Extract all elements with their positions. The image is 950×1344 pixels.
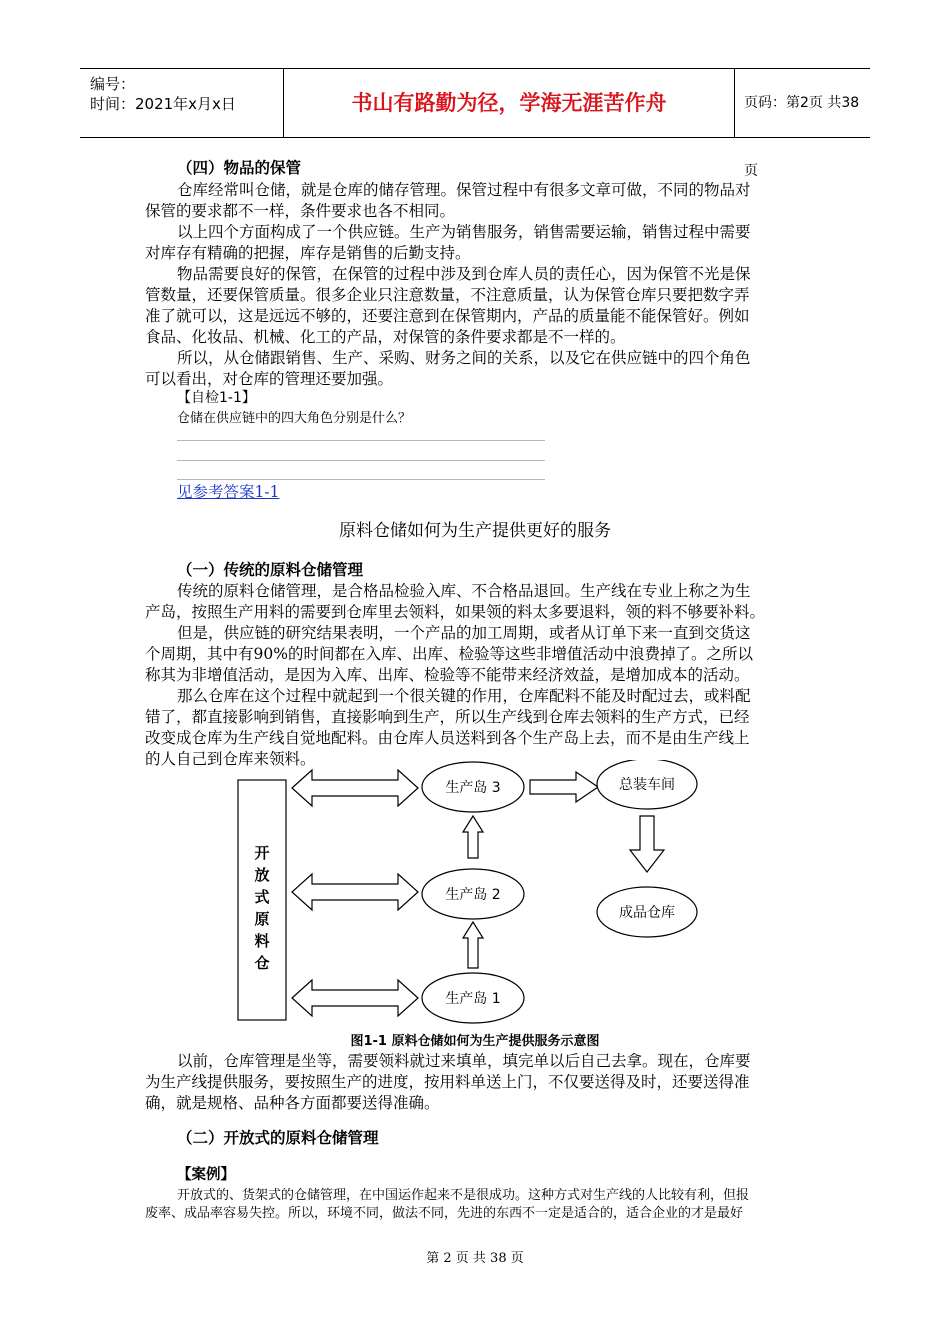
paragraph-line: 但是，供应链的研究结果表明，一个产品的加工周期，或者从订单下来一直到交货这 [177, 624, 751, 642]
selfcheck-question: 仓储在供应链中的四大角色分别是什么？ [177, 411, 412, 426]
svg-text:式: 式 [254, 888, 270, 906]
paragraph-line: 的人自己到仓库来领料。 [145, 750, 316, 768]
right-arrow [530, 772, 598, 802]
paragraph-line: 以上四个方面构成了一个供应链。生产为销售服务，销售需要运输，销售过程中需要 [177, 223, 751, 241]
paragraph-line: 可以看出，对仓库的管理还要加强。 [145, 370, 394, 388]
header-motto: 书山有路勤为径，学海无涯苦作舟 [284, 69, 735, 137]
paragraph-line: 确，就是规格、品种各方面都要送得准确。 [145, 1094, 440, 1112]
page-title: 原料仓储如何为生产提供更好的服务 [339, 521, 611, 541]
paragraph-line: 为生产线提供服务，要按照生产的进度，按用料单送上门，不仅要送得及时，还要送得准 [145, 1073, 750, 1091]
assembly-workshop-label: 总装车间 [619, 777, 675, 793]
header-time: 时间：2021年x月x日 [90, 95, 236, 113]
paragraph-line: 传统的原料仓储管理，是合格品检验入库、不合格品退回。生产线在专业上称之为生 [177, 582, 751, 600]
paragraph-line: 改变成仓库为生产线自觉地配料。由仓库人员送料到各个生产岛上去，而不是由生产线上 [145, 729, 750, 747]
paragraph-line: 食品、化妆品、机械、化工的产品，对保管的条件要求都是不一样的。 [145, 328, 626, 346]
case-title: 【案例】 [177, 1167, 235, 1183]
answer-line [177, 479, 545, 480]
svg-text:料: 料 [254, 932, 270, 950]
paragraph-line: 保管的要求都不一样，条件要求也各不相同。 [145, 202, 456, 220]
down-arrow [630, 816, 664, 872]
up-arrow [463, 922, 483, 968]
section-heading-open: （二）开放式的原料仓储管理 [177, 1129, 379, 1147]
paragraph-line: 管数量，还要保管质量。很多企业只注意数量，不注意质量，认为保管仓库只要把数字弄 [145, 286, 750, 304]
paragraph-line: 所以，从仓储跟销售、生产、采购、财务之间的关系，以及它在供应链中的四个角色 [177, 349, 751, 367]
paragraph-line: 以前，仓库管理是坐等，需要领料就过来填单，填完单以后自己去拿。现在，仓库要 [177, 1052, 751, 1070]
paragraph-line: 对库存有精确的把握，库存是销售的后勤支持。 [145, 244, 471, 262]
svg-text:原: 原 [254, 910, 270, 928]
case-line: 开放式的、货架式的仓储管理，在中国运作起来不是很成功。这种方式对生产线的人比较有利，但报 [177, 1188, 750, 1203]
figure-caption: 图1-1 原料仓储如何为生产提供服务示意图 [350, 1034, 600, 1049]
finished-goods-label: 成品仓库 [619, 905, 675, 921]
paragraph-line: 个周期，其中有90%的时间都在入库、出库、检验等这些非增值活动中浪费掉了。之所以 [145, 645, 753, 663]
case-line: 废率、成品率容易失控。所以，环境不同，做法不同，先进的东西不一定是适合的，适合企业的才是最好 [145, 1206, 744, 1221]
double-arrow-island1 [292, 980, 418, 1016]
svg-text:开: 开 [254, 844, 270, 862]
svg-text:仓: 仓 [254, 954, 270, 972]
up-arrow [463, 816, 483, 858]
paragraph-line: 称其为非增值活动，是因为入库、出库、检验等不能带来经济效益，是增加成本的活动。 [145, 666, 750, 684]
svg-text:放: 放 [254, 866, 270, 884]
page-footer: 第 2 页 共 38 页 [426, 1251, 524, 1266]
header-meta [80, 69, 284, 137]
production-island-1-label: 生产岛 1 [445, 991, 501, 1007]
answer-line [177, 460, 545, 461]
production-island-3-label: 生产岛 3 [445, 780, 501, 796]
double-arrow-island2 [292, 874, 418, 910]
paragraph-line: 物品需要良好的保管，在保管的过程中涉及到仓库人员的责任心，因为保管不光是保 [177, 265, 751, 283]
selfcheck-title: 【自检1-1】 [177, 390, 256, 406]
paragraph-line: 仓库经常叫仓储，就是仓库的储存管理。保管过程中有很多文章可做，不同的物品对 [177, 181, 751, 199]
supply-flow-diagram [230, 760, 720, 1030]
production-island-2-label: 生产岛 2 [445, 887, 501, 903]
answer-reference-link[interactable]: 见参考答案1-1 [177, 483, 280, 501]
paragraph-line: 那么仓库在这个过程中就起到一个很关键的作用，仓库配料不能及时配过去，或料配 [177, 687, 751, 705]
double-arrow-island3 [292, 770, 418, 806]
header-number: 编号： [90, 75, 136, 93]
answer-line [177, 440, 545, 441]
paragraph-line: 产岛，按照生产用料的需要到仓库里去领料，如果领的料太多要退料，领的料不够要补料。 [145, 603, 766, 621]
section-heading-traditional: （一）传统的原料仓储管理 [177, 561, 364, 579]
section-heading-storage: （四）物品的保管 [177, 159, 302, 177]
header-page-info: 页码：第2页 共38页 [744, 95, 860, 179]
warehouse-label [254, 844, 269, 972]
paragraph-line: 准了就可以，这是远远不够的，还要注意到在保管期内，产品的质量能不能保管好。例如 [145, 307, 750, 325]
paragraph-line: 错了，都直接影响到销售，直接影响到生产，所以生产线到仓库去领料的生产方式，已经 [145, 708, 750, 726]
